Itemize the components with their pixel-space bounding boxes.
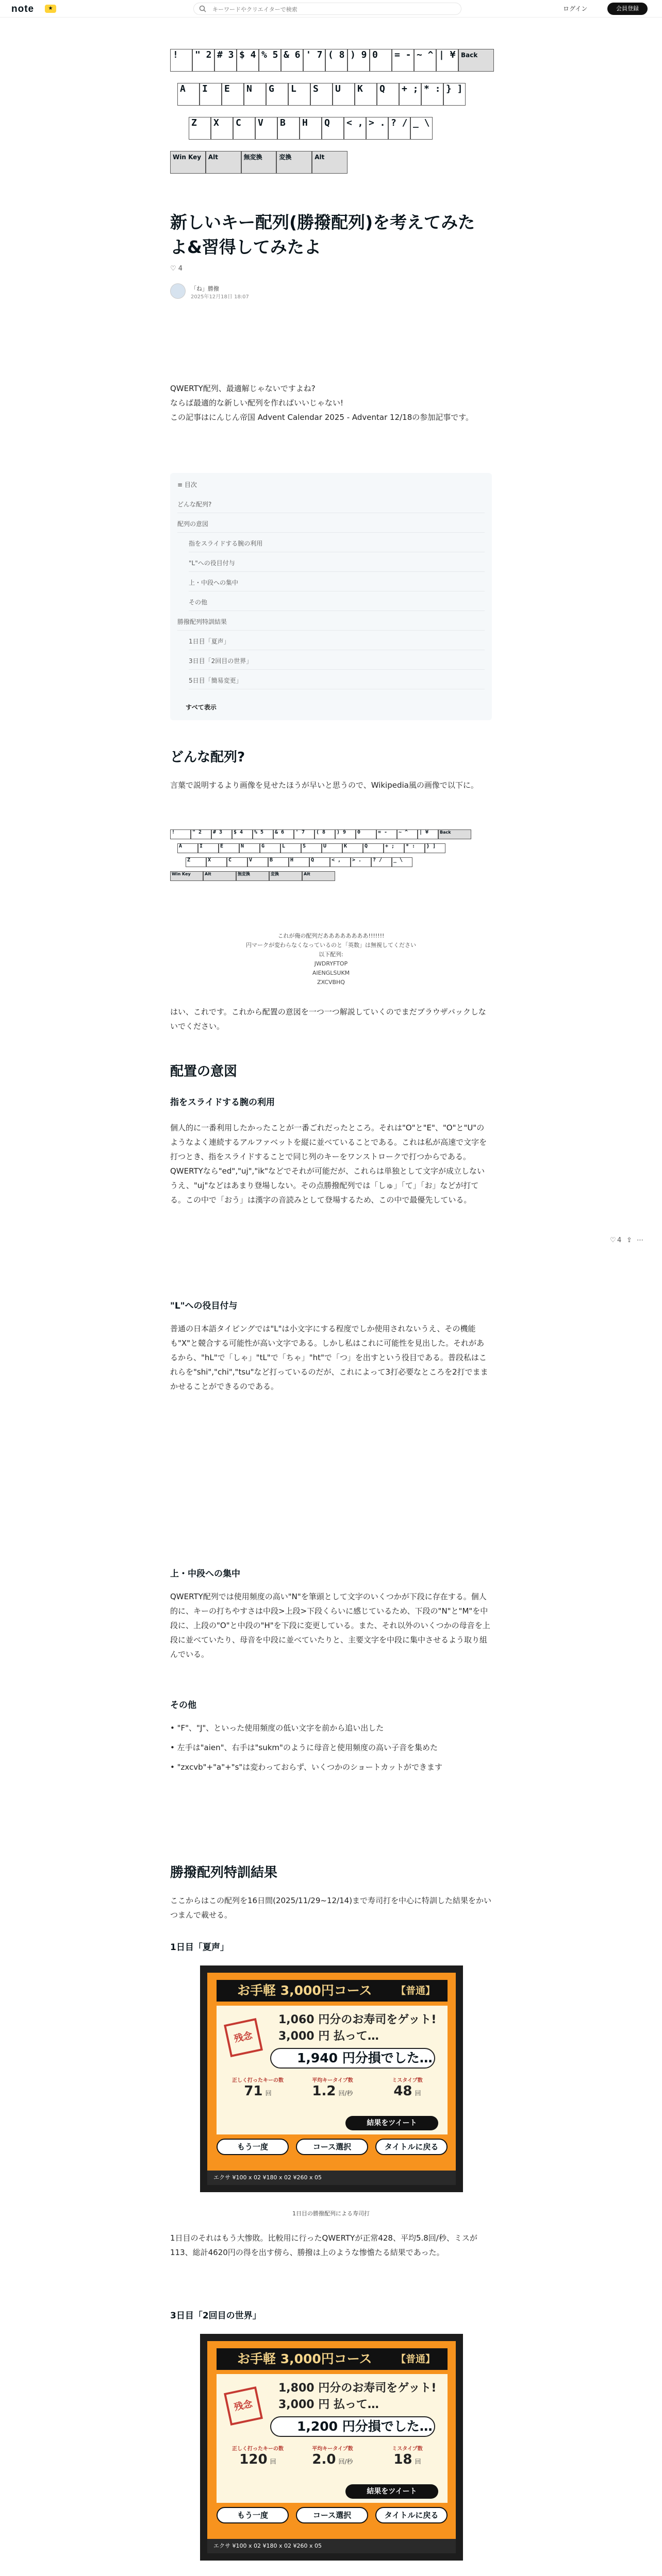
keyboard-key: ? /	[371, 857, 392, 867]
keyboard-key: _ \	[410, 117, 433, 140]
keyboard-key: + ;	[384, 843, 404, 853]
keyboard-key: I	[198, 843, 219, 853]
keyboard-key: G	[260, 843, 280, 853]
keyboard-key: > .	[351, 857, 371, 867]
toc-item[interactable]: 勝撥配列特訓結果	[177, 613, 485, 631]
toc-item[interactable]: 3日目「2回目の世界」	[189, 652, 485, 670]
stat-unit: 回/秒	[338, 2090, 353, 2097]
list-item-text: "F"、"J"、といった使用頻度の低い文字を前から追い出した	[177, 1723, 384, 1733]
result-screenshot-day1	[200, 1965, 463, 2192]
keyboard-key: Q	[322, 117, 344, 140]
sub-heading-4: その他	[170, 1700, 196, 1710]
stat-value: 48	[393, 2083, 412, 2099]
author-name[interactable]: 「ね」勝撥	[191, 285, 219, 292]
keyboard-key: N	[239, 843, 260, 853]
stat-label: 正しく打ったキーの数	[232, 2446, 284, 2452]
stat-miss	[371, 2076, 443, 2099]
toc-item[interactable]: 配列の意図	[177, 515, 485, 533]
keyboard-key: ) 9	[347, 49, 370, 72]
keyboard-key: + ;	[399, 83, 421, 106]
paid-line: 3,000 円 払って…	[278, 2398, 379, 2411]
keyboard-key: C	[233, 117, 255, 140]
keyboard-key: 変換	[269, 871, 302, 881]
retry-button[interactable]: もう一度	[217, 2507, 289, 2523]
keyboard-key: ( 8	[325, 49, 347, 72]
figure-caption-line: JWDRYFTOP	[314, 960, 348, 967]
keyboard-key: H	[300, 117, 322, 140]
day1-after: 1日目のそれはもう大惨敗。比較用に行ったQWERTYが正常428、平均5.8回/秒、ミスが113、総計4620円の得を出す傍ら、勝撥は上のような惨憺たる結果であった。	[170, 2233, 477, 2257]
list-item: • "zxcvb"+"a"+"s"は変わっておらず、いくつかのショートカットができます	[170, 1762, 443, 1772]
list-item: • "F"、"J"、といった使用頻度の低い文字を前から追い出した	[170, 1723, 384, 1733]
toc-item[interactable]: 上・中段への集中	[189, 574, 485, 591]
keyboard-key: S	[310, 83, 333, 106]
intro-1: QWERTY配列、最適解じゃないですよね?	[170, 384, 316, 393]
course-mode: 【普通】	[395, 1985, 435, 1996]
result-panel	[207, 2341, 456, 2553]
title-back-button[interactable]: タイトルに戻る	[375, 2139, 448, 2155]
keyboard-key: < ,	[330, 857, 351, 867]
sub-4-list	[170, 1721, 492, 1774]
stat-correct	[222, 2076, 294, 2099]
earned-line: 1,060 円分のお寿司をゲット!	[278, 2013, 437, 2026]
keyboard-key: Alt	[302, 871, 335, 881]
side-actions	[610, 1236, 646, 1249]
author-row	[170, 283, 492, 304]
keyboard-key: 無変換	[241, 151, 277, 174]
day1-heading: 1日目「夏声」	[170, 1942, 229, 1953]
keyboard-key: Z	[186, 857, 206, 867]
post-date: 2025年12月18日 18:07	[191, 294, 249, 300]
keyboard-key: S	[301, 843, 322, 853]
stamp-badge: 残念	[224, 2386, 263, 2426]
toc-item[interactable]: "L"への役目付与	[189, 554, 485, 572]
title-back-button[interactable]: タイトルに戻る	[375, 2507, 448, 2523]
figure-caption-line: AIENGLSUKM	[312, 970, 350, 976]
sub-3-text: QWERTY配列では使用頻度の高い"N"を筆頭として文字のいくつかが下段に存在する。個人的に、キーの打ちやすさは中段>上段>下段くらいに感じているため、下段の"N"と"M"を中段に、上段の"O"と中段の"H"を下段に変更している。また、それ以外のいくつかの母音を上段に並べていたり、母音を中段に並べていたりと、主要文字を中段に集中させるよう取り組んでいる。	[170, 1592, 490, 1659]
keyboard-illustration	[170, 49, 492, 224]
keyboard-key: Q	[363, 843, 384, 853]
keyboard-key: Q	[377, 83, 399, 106]
keyboard-key: L	[288, 83, 310, 106]
section-1-text: 言葉で説明するより画像を見せたほうが早いと思うので、Wikipedia風の画像で以下に。	[170, 781, 478, 790]
section-heading-3: 勝撥配列特訓結果	[170, 1865, 278, 1880]
paid-line: 3,000 円 払って…	[278, 2030, 379, 2043]
signup-button[interactable]: 会員登録	[607, 3, 648, 15]
stat-miss	[371, 2444, 443, 2467]
keyboard-key: 無変換	[236, 871, 269, 881]
keyboard-key: Q	[309, 857, 330, 867]
stat-value: 2.0	[312, 2452, 336, 2467]
search-box[interactable]	[193, 3, 461, 15]
keyboard-key: # 3	[211, 829, 232, 839]
keyboard-key: " 2	[191, 829, 211, 839]
stat-value: 71	[244, 2083, 263, 2099]
keyboard-key: K	[342, 843, 363, 853]
keyboard-key: 0	[356, 829, 376, 839]
keyboard-key: Alt	[312, 151, 347, 174]
keyboard-key: ~ ^	[397, 829, 418, 839]
keyboard-key: Back	[438, 829, 471, 839]
keyboard-key: X	[206, 857, 227, 867]
stamp-badge: 残念	[224, 2018, 263, 2057]
toc-item[interactable]: 1日目「夏声」	[189, 633, 485, 650]
toc-heading: ≡ 目次	[177, 481, 197, 488]
search-icon	[199, 5, 206, 12]
sub-heading-2: "L"への役目付与	[170, 1301, 238, 1311]
keyboard-key: A	[177, 843, 198, 853]
stat-value: 1.2	[312, 2083, 336, 2099]
keyboard-key: > .	[366, 117, 388, 140]
result-screenshot-day3	[200, 2334, 463, 2561]
stat-label: ミスタイプ数	[392, 2078, 423, 2083]
intro-2: ならば最適的な新しい配列を作ればいいじゃない!	[170, 398, 344, 408]
keyboard-key: V	[255, 117, 277, 140]
stat-unit: 回	[415, 2458, 421, 2465]
keyboard-key: $ 4	[237, 49, 259, 72]
heart-icon[interactable]: ♡	[610, 1236, 616, 1244]
stat-label: 正しく打ったキーの数	[232, 2078, 284, 2083]
keyboard-key: Win Key	[170, 151, 206, 174]
keyboard-key: | ¥	[436, 49, 458, 72]
keyboard-key: Back	[458, 49, 494, 72]
stat-unit: 回	[265, 2090, 272, 2097]
stat-label: 平均キータイプ数	[312, 2446, 353, 2452]
plate-counter: エクサ ¥100 x 02 ¥180 x 02 ¥260 x 05	[207, 2539, 456, 2553]
stat-label: 平均キータイプ数	[312, 2078, 353, 2083]
keyboard-key: = -	[376, 829, 397, 839]
stat-value: 120	[239, 2452, 268, 2467]
stat-correct	[222, 2444, 294, 2467]
keyboard-key: " 2	[192, 49, 214, 72]
keyboard-key: * :	[404, 843, 425, 853]
stat-unit: 回	[270, 2458, 276, 2465]
keyboard-key: Alt	[206, 151, 241, 174]
course-title	[217, 1980, 448, 2002]
keyboard-key: ( 8	[315, 829, 335, 839]
table-of-contents	[170, 473, 492, 720]
keyboard-key: C	[227, 857, 247, 867]
search-input[interactable]	[212, 5, 455, 14]
keyboard-key: H	[289, 857, 309, 867]
site-header	[0, 0, 662, 18]
figure-caption-line: 以下配列:	[319, 951, 343, 958]
stat-speed	[296, 2444, 369, 2467]
layout-figure	[170, 829, 492, 920]
keyboard-key: * :	[421, 83, 443, 106]
stat-unit: 回/秒	[338, 2458, 353, 2465]
keyboard-key: } ]	[425, 843, 445, 853]
keyboard-key: Z	[189, 117, 211, 140]
keyboard-key: K	[355, 83, 377, 106]
keyboard-key: Alt	[203, 871, 236, 881]
more-icon[interactable]: ⋯	[637, 1236, 643, 1244]
course-title	[217, 2348, 448, 2370]
course-select-button[interactable]: コース選択	[296, 2507, 368, 2523]
keyboard-key: % 5	[259, 49, 281, 72]
stat-speed	[296, 2076, 369, 2099]
result-card	[217, 2374, 448, 2503]
like-count[interactable]: ♡ 4	[170, 265, 183, 273]
keyboard-key: < ,	[344, 117, 366, 140]
stats-row	[222, 2444, 443, 2485]
course-name: お手軽 3,000円コース	[237, 2351, 372, 2366]
keyboard-key: ? /	[388, 117, 410, 140]
summary-line: 1,200 円分損でした…	[270, 2416, 435, 2437]
figure-caption-line: これが俺の配列だああああああああ!!!!!!!	[277, 933, 385, 939]
stat-unit: 回	[415, 2090, 421, 2097]
course-select-button[interactable]: コース選択	[296, 2139, 368, 2155]
earned-line: 1,800 円分のお寿司をゲット!	[278, 2382, 437, 2395]
article-title: 新しいキー配列(勝撥配列)を考えてみたよ&習得してみたよ	[170, 212, 475, 257]
keyboard-key: & 6	[281, 49, 303, 72]
section-heading-2: 配置の意図	[170, 1064, 238, 1079]
section-3-text: ここからはこの配列を16日間(2025/11/29~12/14)まで寿司打を中心に特訓した結果をかいつまんで載せる。	[170, 1896, 492, 1920]
keyboard-key: $ 4	[232, 829, 253, 839]
keyboard-key: U	[322, 843, 342, 853]
summary-line: 1,940 円分損でした…	[270, 2048, 435, 2069]
keyboard-key: B	[268, 857, 289, 867]
sub-heading-1: 指をスライドする腕の利用	[170, 1097, 275, 1108]
keyboard-key: A	[177, 83, 200, 106]
keyboard-key: _ \	[392, 857, 412, 867]
share-icon[interactable]: ⇪	[626, 1236, 632, 1244]
section-1-after: はい、これです。これから配置の意図を一つ一つ解説していくのでまだブラウザバックしないでください。	[170, 1007, 486, 1031]
side-like-count: 4	[617, 1236, 622, 1244]
keyboard-key: ~ ^	[414, 49, 436, 72]
result-panel	[207, 1973, 456, 2185]
stat-value: 18	[393, 2452, 412, 2467]
toc-item[interactable]: 指をスライドする腕の利用	[189, 535, 485, 552]
keyboard-key: ' 7	[303, 49, 325, 72]
keyboard-key: & 6	[273, 829, 294, 839]
list-item: • 左手は"aien"、右手は"sukm"のように母音と使用頻度の高い子音を集めた	[170, 1743, 438, 1752]
tweet-button[interactable]: 結果をツイート	[345, 2484, 438, 2499]
sub-heading-3: 上・中段への集中	[170, 1569, 240, 1579]
toc-item[interactable]: どんな配列?	[177, 496, 485, 513]
retry-button[interactable]: もう一度	[217, 2139, 289, 2155]
tweet-button[interactable]: 結果をツイート	[345, 2116, 438, 2130]
keyboard-key: | ¥	[418, 829, 438, 839]
keyboard-key: ' 7	[294, 829, 315, 839]
like-count-value: 4	[178, 265, 183, 273]
toc-item[interactable]: その他	[189, 594, 485, 611]
figure-caption	[170, 931, 492, 987]
figure-caption-line: 円マークが変わらなくなっているのと「英数」は無視してください	[246, 942, 416, 948]
keyboard-key: = -	[392, 49, 414, 72]
note-logo[interactable]: note	[11, 4, 35, 14]
keyboard-key: !	[170, 49, 192, 72]
intro-3: この記事はにんじん帝国 Advent Calendar 2025 - Adventar 12/18の参加記事です。	[170, 413, 474, 422]
keyboard-key: 0	[370, 49, 392, 72]
keyboard-key: Win Key	[170, 871, 203, 881]
toc-heading-label: 目次	[184, 481, 197, 488]
stats-row	[222, 2076, 443, 2117]
course-mode: 【普通】	[395, 2353, 435, 2365]
result-card	[217, 2006, 448, 2134]
keyboard-key: # 3	[214, 49, 237, 72]
sub-1-text: 個人的に一番利用したかったことが一番ごれだったところ。それは"O"と"E"、"O"と"U"のようなよく連続するアルファベットを縦に並べていることである。これは私が高速で文字を打つとき、指をスライドすることで同じ列のキーをワンストロークで打つからである。QWERTYなら"ed","uj","ik"などでそれが可能だが、これらは単独として文字が成立しないうえ、"uj"などはあまり登場しない。その点勝撥配列では「しゅ」「て」「お」などが打てる。この中で「おう」は漢字の音読みとして登場するため、この中で最優先している。	[170, 1123, 487, 1205]
course-name: お手軽 3,000円コース	[237, 1983, 372, 1998]
keyboard-key: X	[211, 117, 233, 140]
plate-counter: エクサ ¥100 x 02 ¥180 x 02 ¥260 x 05	[207, 2171, 456, 2185]
keyboard-key: ) 9	[335, 829, 356, 839]
keyboard-key: !	[170, 829, 191, 839]
logo-badge-icon: ★	[45, 5, 56, 13]
keyboard-key: E	[222, 83, 244, 106]
keyboard-key: L	[280, 843, 301, 853]
keyboard-key: % 5	[253, 829, 273, 839]
keyboard-key: V	[247, 857, 268, 867]
login-link[interactable]: ログイン	[563, 5, 588, 12]
day1-caption: 1日目の勝撥配列による寿司打	[292, 2210, 370, 2217]
toc-item[interactable]: 5日目「簡易変更」	[189, 672, 485, 689]
keyboard-key: 変換	[276, 151, 312, 174]
keyboard-key: I	[200, 83, 222, 106]
keyboard-key: U	[333, 83, 355, 106]
section-heading-1: どんな配列?	[170, 750, 245, 765]
day3-heading: 3日目「2回目の世界」	[170, 2311, 261, 2321]
figure-caption-line: ZXCVBHQ	[317, 979, 345, 986]
keyboard-key: G	[266, 83, 288, 106]
keyboard-key: B	[277, 117, 300, 140]
list-item-text: "zxcvb"+"a"+"s"は変わっておらず、いくつかのショートカットができます	[177, 1762, 443, 1772]
keyboard-key: E	[219, 843, 239, 853]
toc-show-all[interactable]: すべて表示	[186, 704, 217, 711]
stat-label: ミスタイプ数	[392, 2446, 423, 2452]
sub-2-text: 普通の日本語タイピングでは"L"は小文字にする程度でしか使用されないうえ、その機能も"X"と競合する可能性が高い文字である。しかし私はこれに可能性を見出した。それがあるから、"hL"で「しゃ」"tL"で「ちゃ」"ht"で「つ」を出すという役目である。普段私はこれらを"shi","chi","tsu"など打っているのだが、これによって3打必要なところを2打でままかせることができるのである。	[170, 1324, 488, 1391]
keyboard-key: } ]	[443, 83, 466, 106]
list-item-text: 左手は"aien"、右手は"sukm"のように母音と使用頻度の高い子音を集めた	[177, 1743, 438, 1752]
avatar[interactable]	[170, 283, 186, 299]
keyboard-key: N	[244, 83, 266, 106]
